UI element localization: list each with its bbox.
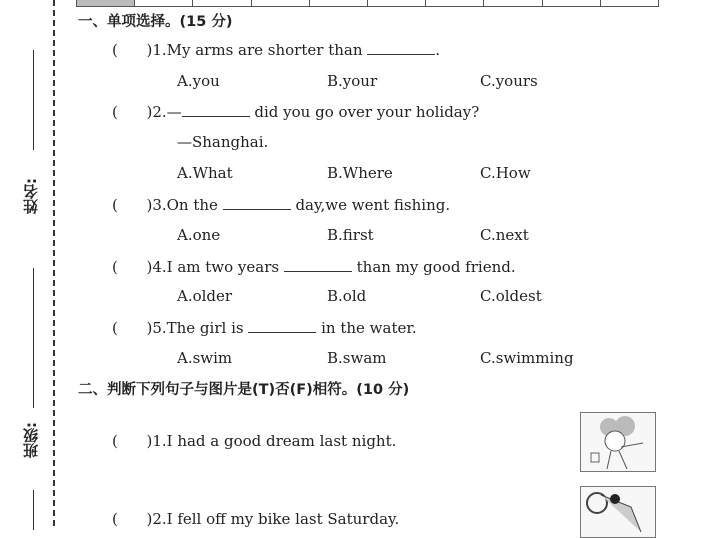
option-a[interactable]: A.What — [177, 164, 233, 182]
answer-blank[interactable] — [182, 102, 250, 117]
answer-blank[interactable] — [223, 195, 291, 210]
option-a[interactable]: A.swim — [177, 349, 233, 367]
answer-line: —Shanghai. — [177, 133, 269, 151]
bike-fall-picture — [580, 486, 656, 538]
answer-blank[interactable] — [367, 40, 435, 55]
question-5[interactable]: ( )5.The girl is in the water. — [112, 319, 417, 337]
option-b[interactable]: B.first — [327, 226, 374, 244]
option-b[interactable]: B.Where — [327, 164, 393, 182]
score-table — [76, 0, 659, 7]
question-2[interactable]: ( )2.— did you go over your holiday? — [112, 103, 480, 121]
question-1[interactable]: ( )1.My arms are shorter than . — [112, 41, 441, 59]
option-c[interactable]: C.swimming — [480, 349, 574, 367]
answer-blank[interactable] — [284, 257, 352, 272]
option-c[interactable]: C.How — [480, 164, 531, 182]
option-a[interactable]: A.one — [177, 226, 221, 244]
cut-line — [53, 0, 55, 526]
option-a[interactable]: A.older — [177, 287, 233, 305]
option-c[interactable]: C.next — [480, 226, 529, 244]
option-c[interactable]: C.yours — [480, 72, 538, 90]
name-line — [33, 50, 34, 150]
judge-question-1[interactable]: ( )1.I had a good dream last night. — [112, 432, 397, 450]
answer-blank[interactable] — [248, 318, 316, 333]
class-line — [33, 268, 34, 408]
option-b[interactable]: B.old — [327, 287, 367, 305]
option-b[interactable]: B.your — [327, 72, 378, 90]
section-1-title: 一、单项选择。(15 分) — [78, 14, 233, 30]
judge-question-2[interactable]: ( )2.I fell off my bike last Saturday. — [112, 510, 400, 528]
dream-picture — [580, 412, 656, 472]
section-2-title: 二、判断下列句子与图片是(T)否(F)相符。(10 分) — [78, 382, 410, 398]
question-3[interactable]: ( )3.On the day,we went fishing. — [112, 196, 451, 214]
name-label: 姓名: — [22, 178, 40, 214]
class-label: 班级: — [22, 422, 40, 458]
option-c[interactable]: C.oldest — [480, 287, 542, 305]
line — [33, 490, 34, 530]
question-4[interactable]: ( )4.I am two years than my good friend. — [112, 258, 516, 276]
option-b[interactable]: B.swam — [327, 349, 387, 367]
option-a[interactable]: A.you — [177, 72, 220, 90]
